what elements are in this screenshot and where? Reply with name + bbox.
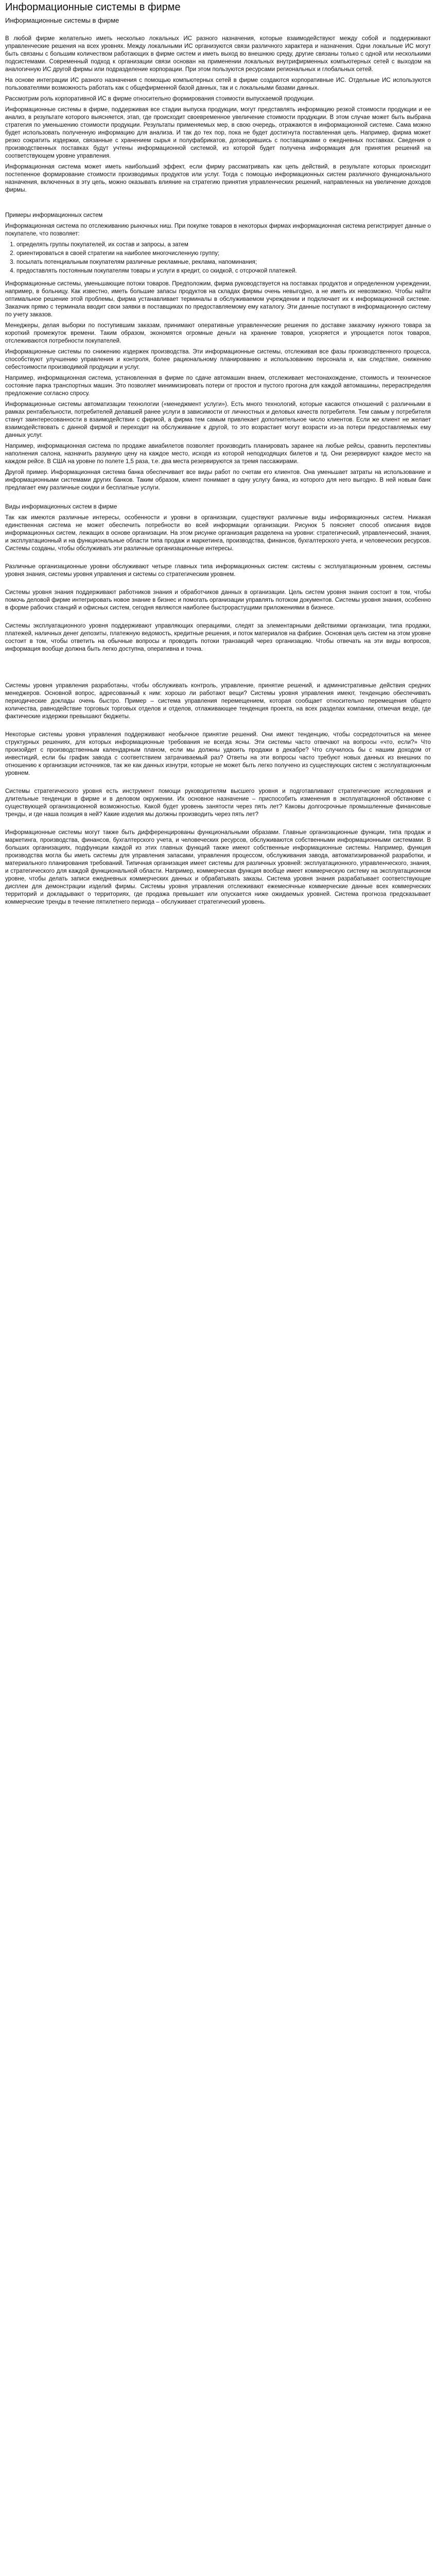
types-section-continued — [5, 682, 431, 906]
list-item: 2. ориентироваться в своей стратегии на наиболее многочисленную группу; — [16, 250, 431, 258]
paragraph: Системы эксплуатационного уровня поддерживают управляющих операциями, следят за элементарными действиями организации, типа продажи, платежей, наличных денег депозиты, платежную ведомость, кредитные решения, и поток материалов на фабрике. Основная цель систем на этом уровне состоит в том, чтобы ответить на обычные вопросы и проводить потоки транзакций через организацию. Чтобы отвечать на эти виды вопросов, информация вообще должна быть легко доступна, оперативна и точна. — [5, 623, 433, 652]
document — [0, 0, 436, 914]
section-heading: Примеры информационных систем — [5, 212, 103, 218]
paragraph: В любой фирме желательно иметь несколько локальных ИС разного назначения, которые взаимодействуют между собой и поддерживают управленческие решения на всех уровнях. Между локальными ИС организуются связи различного характера и назначения. Одни локальные ИС могут быть связаны с большим количеством работающих в фирме систем и иметь выход во внешнюю среду, другие связаны только с одной или несколькими подсистемами. Современный подход к организации связи основан на применении локальных внутрифирменных компьютерных сетей с выходом на аналогичную ИС другой фирмы или подразделение корпорации. При этом пользуются ресурсами региональных и глобальных сетей. — [5, 36, 433, 73]
paragraph: Другой пример. Информационная система банка обеспечивает все виды работ по счетам его клиентов. Она уменьшает затраты на использование и информационными системами других банков. Таким образом, клиент понимает в одну услугу банка, из которого для него выгодно. В ней новым банк предлагает ему различные скидки и бесплатные услуги. — [5, 469, 433, 491]
section-heading: Виды информационных систем в фирме — [5, 504, 117, 510]
paragraph: Различные организационные уровни обслуживают четыре главных типа информационных систем: системы с эксплуатационным уровнем, системы уровня знания, системы уровня управления и системы со стратегическим уровнем. — [5, 564, 433, 578]
paragraph: Информационные системы по снижению издержек производства. Эти информационные системы, отслеживая все фазы производственного процесса, способствуют улучшению управления и контроля, более рациональному планированию и использованию персонала и, как следствие, снижению себестоимости производимой продукции и услуг. — [5, 349, 433, 370]
types-section — [5, 503, 431, 653]
paragraph: Системы уровня управления разработаны, чтобы обслуживать контроль, управление, принятие решений, и административные действия средних менеджеров. Основной вопрос, адресованный к ним: хорошо ли работают вещи? Системы уровня управления имеют, тенденцию обеспечивать периодические доклады очень быстро. Пример – система управления перемещением, которая сообщает относительно перемещения общего количества, равнодействие торговых торговых отделов и отделов, отлаживающее тенденция проекта, на всех разделах компании, отмечая везде, где фактические издержки превышают бюджеты. — [5, 683, 433, 720]
paragraph: Информационные системы, уменьшающие потоки товаров. Предположим, фирма руководствуется на поставках продуктов и определенном учреждении, например, в больницу. Как известно, иметь большие запасы продуктов на складах фирмы очень невыгодно, а не иметь их невозможно. Чтобы найти оптимальное решение этой проблемы, фирма устанавливает терминалы в обслуживаемом учреждении и подключает их к информационной системе. Заказчик прямо с терминала вводит свои заявки в поставщиках по предоставляемому ему каталогу. Эти данные поступают в информационную систему по учету заказов. — [5, 281, 433, 318]
paragraph: Информационные системы могут также быть дифференцированы функциональными образами. Главные организационные функции, типа продаж и маркетинга, производства, финансов, бухгалтерского учета, и человеческих ресурсов, обслуживаются собственными информационными системами. В больших организациях, подфункции каждой из этих главных функций также имеют собственные информационные системы. Например, функция производства могла бы иметь системы для управления запасами, управления процессом, обслуживания завода, автоматизированной разработки, и материального планирования требований. Типичная организация имеет системы для различных уровней: эксплуатационного, управленческого, знания, и стратегического для каждой функциональной области. Например, коммерческая функция вообще имеет коммерческую систему на эксплуатационном уровне, чтобы делать записи ежедневных коммерческих данных и обрабатывать заказы. Система уровня знания разрабатывает соответствующие дисплеи для демонстрации изделий фирмы. Системы уровня управления отслеживают ежемесячные коммерческие данные всех коммерческих территорий и докладывают о территориях, где продажа превышает или опускается ниже ожидаемых уровней. Система прогноза предсказывает коммерческие тренды в течение пятилетнего периода – обслуживает стратегический уровень. — [5, 829, 433, 905]
list-item: 1. определять группы покупателей, их состав и запросы, а затем — [16, 241, 431, 249]
page-title: Информационные системы в фирме — [5, 2, 181, 13]
paragraph: Менеджеры, делая выборки по поступившим заказам, принимают оперативные управленческие решения по доставке заказчику нужного товара за короткий промежуток времени. Таким образом, экономятся огромные деньги на хранение товаров, ускоряется и упрощается поток товаров, отслеживаются потребности покупателей. — [5, 323, 433, 344]
list-item: 3. посылать потенциальным покупателям различные рекламные, реклама, напоминания; — [16, 259, 431, 266]
intro-section — [5, 35, 431, 194]
paragraph: Информационная система может иметь наибольший эффект, если фирму рассматривать как цепь действий, в результате которых происходит постепенное формирование стоимости производимых продуктов или услуг. Тогда с помощью информационных систем различного функционального назначения, включенных в эту цепь, можно оказывать влияние на стратегию принятия управленческих решений, направленных на увеличение доходов фирмы. — [5, 164, 433, 193]
paragraph: Информационная система по отслеживанию рыночных ниш. При покупке товаров в некоторых фирмах информационная система регистрирует данные о покупателе, что позволяет: — [5, 223, 433, 237]
paragraph: Рассмотрим роль корпоративной ИС в фирме относительно формирования стоимости выпускаемой продукции. — [5, 96, 315, 102]
paragraph: Системы уровня знания поддерживают работников знания и обработчиков данных в организации. Цель систем уровня знания состоит в том, чтобы помочь деловой фирме интегрировать новое знание в бизнес и помогать организации управлять потоком документов. Системы уровня знания, особенно в форме рабочих станций и офисных систем, сегодня являются наиболее быстрорастущими приложениями в бизнесе. — [5, 589, 433, 611]
paragraph: Некоторые системы уровня управления поддерживают необычное принятие решений. Они имеют тенденцию, чтобы сосредоточиться на менее структурных решениях, для которых информационные требования не всегда ясны. Эти системы часто отвечают на вопросы «что, если?» Что произойдет с производственным календарным планом, если мы должны удвоить продажи в декабре? Что случилось бы с нашим доходом от инвестиций, если бы график завода с соответствием затрачиваемый раз? Ответы на эти вопросы часто требуют новых данных из внешних по отношению к организации источников, так же как данных изнутри, которые не может быть легко получено из существующих систем с эксплуатационным уровнем. — [5, 732, 433, 776]
paragraph: Например, информационная система по продаже авиабилетов позволяет производить планировать заранее на любые рейсы, сравнить перспективы наполнения салона, назначить разумную цену на каждое место, исходя из которой неподходящих билетов и тд. Они резервируют каждое место на каждом рейсе. В США на уровне по полете 1,5 раза, т.е. два места резервируются за тремя пассажирами. — [5, 443, 433, 465]
benefits-list — [16, 241, 431, 275]
page-subtitle: Информационные системы в фирме — [5, 16, 119, 24]
paragraph: На основе интеграции ИС разного назначения с помощью компьютерных сетей в фирме создаются корпоративные ИС. Отдельные ИС используются пользователями возможность работать как с общефирменной базой данных, так и с локальными базами данных. — [5, 77, 433, 91]
examples-section — [5, 212, 431, 492]
paragraph: Например, информационная система, установленная в фирме по сдаче автомашин внаем, отслеживает местонахождение, стоимость и техническое состояние парка транспортных машин. Это позволяет минимизировать потери от простоя и пустого прогона для каждой автомашины, перераспределяя предложение согласно спросу. — [5, 375, 433, 397]
paragraph: Так как имеются различные интересы, особенности и уровни в организации, существуют различные виды информационных систем. Никакая единственная система не может обеспечить потребности во всей информации организации. Рисунок 5 поясняет способ описания видов информационных систем, лежащих в основе организации. На этом рисунке организация разделена на уровни: стратегический, управленческий, знания, и эксплуатационный и на функциональные области типа продаж и маркетинга, производства, финансов, бухгалтерского учета, и человеческих ресурсов. Системы созданы, чтобы обслуживать эти различные организационные интересы. — [5, 515, 433, 552]
paragraph: Информационные системы в фирме, поддерживая все стадии выпуска продукции, могут представлять информацию резкой стоимости продукции и ее анализ, в результате которого выясняется, этап, где происходит своевременное увеличение стоимости продукции. В этом случае может быть выбрана стратегия по уменьшению стоимости продукции. Результаты применяемых мер, в свою очередь, отражаются в информационной системе. Сама можно будет использовать полученную информацию для анализа. И так до тех пор, пока не будет достигнута поставленная цель. Например, фирма может резко сократить издержки, связанные с хранением сырья и полуфабрикатов, договорившись с поставщиками о ежедневных поставках. Сведения о производственных поставках будут учтены информационной системой, из которой будет получена информация для принятия решений на соответствующем уровне управления. — [5, 107, 433, 159]
paragraph: Системы стратегического уровня есть инструмент помощи руководителям высшего уровня и подготавливают стратегические исследования и длительные тенденции в фирме и в деловом окружении. Их основное назначение – приспособить изменения в эксплуатационной обстановке с существующей организационной возможностью. Какой будет уровень занятости через пять лет? Каковы долгосрочные промышленные финансовые тренды, и где наша позиция в ней? Какие изделия мы должны производить через пять лет? — [5, 788, 433, 818]
list-item: 4. предоставлять постоянным покупателям товары и услуги в кредит, со скидкой, с отсрочкой платежей. — [16, 267, 431, 275]
paragraph: Информационные системы автоматизации технологии («менеджмент услуги»). Есть много технологий, которые касаются отношений с различными в рамках рентабельности, потребителей делавшей ранее услуги в зависимости от личностных и деловых качеств потребителя. Тем самым у потребителя станут заинтересованности в взаимодействии с фирмой, а фирма тем самым привлекает дополнительное число клиентов. Если же клиент не желает взаимодействовать с данной фирмой и переходит на обслуживание к другой, то это возрастает могут возрасти из-за потери предоставляемых ему данных услуг. — [5, 401, 433, 438]
